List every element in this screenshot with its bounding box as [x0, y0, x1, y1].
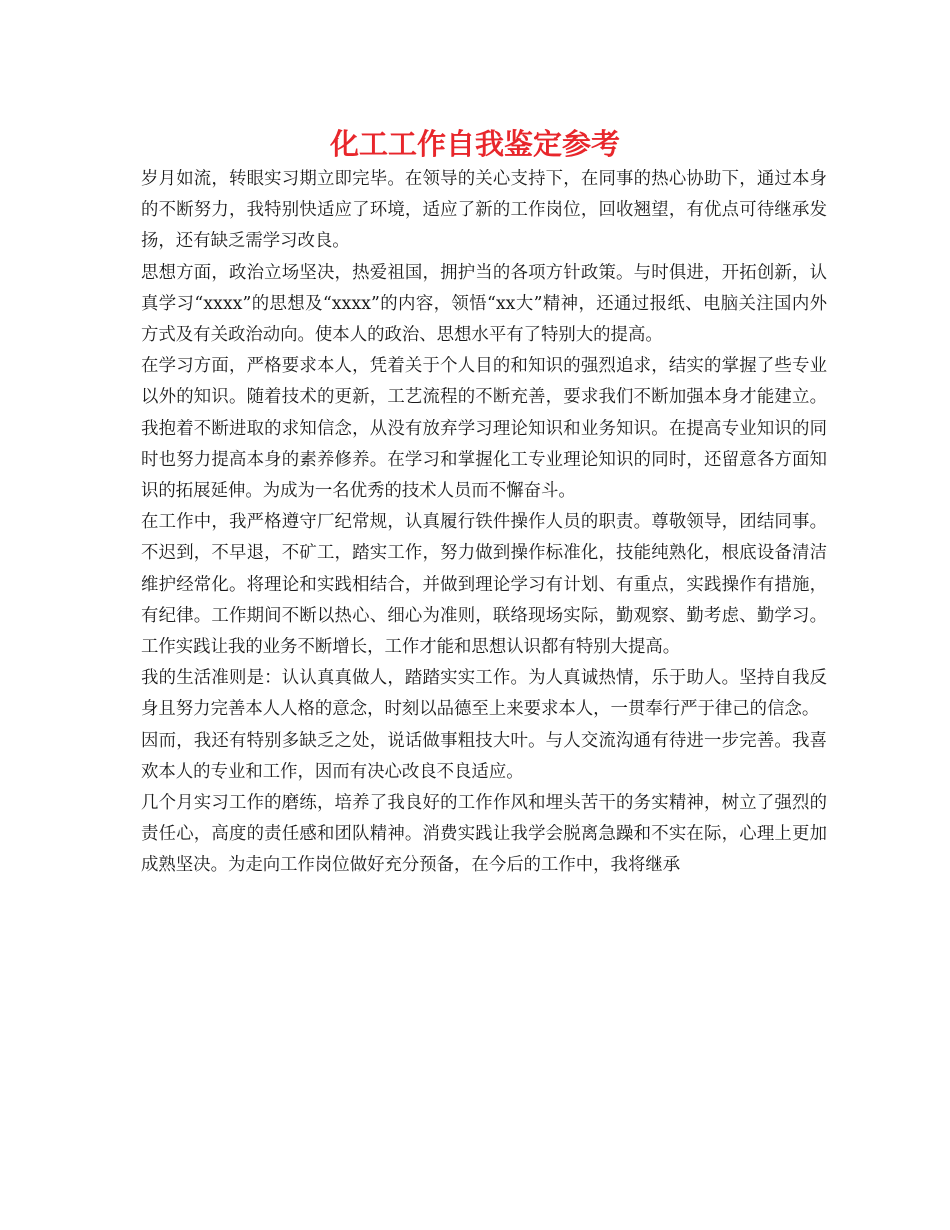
- paragraph: 几个月实习工作的磨练，培养了我良好的工作作风和埋头苦干的务实精神，树立了强烈的责任心，高度的责任感和团队精神。消费实践让我学会脱离急躁和不实在际，心理上更加成熟坚决。为走向工作岗位做好充分预备，在今后的工作中，我将继承: [141, 793, 827, 876]
- document-body: [141, 164, 827, 882]
- paragraph: 在学习方面，严格要求本人，凭着关于个人目的和知识的强烈追求，结实的掌握了些专业以外的知识。随着技术的更新，工艺流程的不断充善，要求我们不断加强本身才能建立。我抱着不断进取的求知信念，从没有放弃学习理论知识和业务知识。在提高专业知识的同时也努力提高本身的素养修养。在学习和掌握化工专业理论知识的同时，还留意各方面知识的拓展延伸。为成为一名优秀的技术人员而不懈奋斗。: [141, 356, 827, 502]
- document-title: 化工工作自我鉴定参考: [329, 127, 620, 161]
- paragraph: 思想方面，政治立场坚决，热爱祖国，拥护当的各项方针政策。与时俱进，开拓创新，认真学习“xxxx”的思想及“xxxx”的内容，领悟“xx大”精神，还通过报纸、电脑关注国内外方式及有关政治动向。使本人的政治、思想水平有了特别大的提高。: [141, 262, 827, 346]
- paragraph: 岁月如流，转眼实习期立即完毕。在领导的关心支持下，在同事的热心协助下，通过本身的不断努力，我特别快适应了环境，适应了新的工作岗位，回收翘望，有优点可待继承发扬，还有缺乏需学习改良。: [141, 169, 827, 252]
- paragraph: 在工作中，我严格遵守厂纪常规，认真履行铁件操作人员的职责。尊敬领导，团结同事。不迟到，不早退，不矿工，踏实工作，努力做到操作标准化，技能纯熟化，根底设备清洁维护经常化。将理论和实践相结合，并做到理论学习有计划、有重点，实践操作有措施，有纪律。工作期间不断以热心、细心为准则，联络现场实际，勤观察、勤考虑、勤学习。工作实践让我的业务不断增长，工作才能和思想认识都有特别大提高。: [141, 512, 827, 658]
- paragraph: 我的生活准则是：认认真真做人，踏踏实实工作。为人真诚热情，乐于助人。坚持自我反身且努力完善本人人格的意念，时刻以品德至上来要求本人，一贯奉行严于律己的信念。: [141, 668, 827, 720]
- paragraph: 因而，我还有特别多缺乏之处，说话做事粗技大叶。与人交流沟通有待进一步完善。我喜欢本人的专业和工作，因而有决心改良不良适应。: [141, 730, 827, 782]
